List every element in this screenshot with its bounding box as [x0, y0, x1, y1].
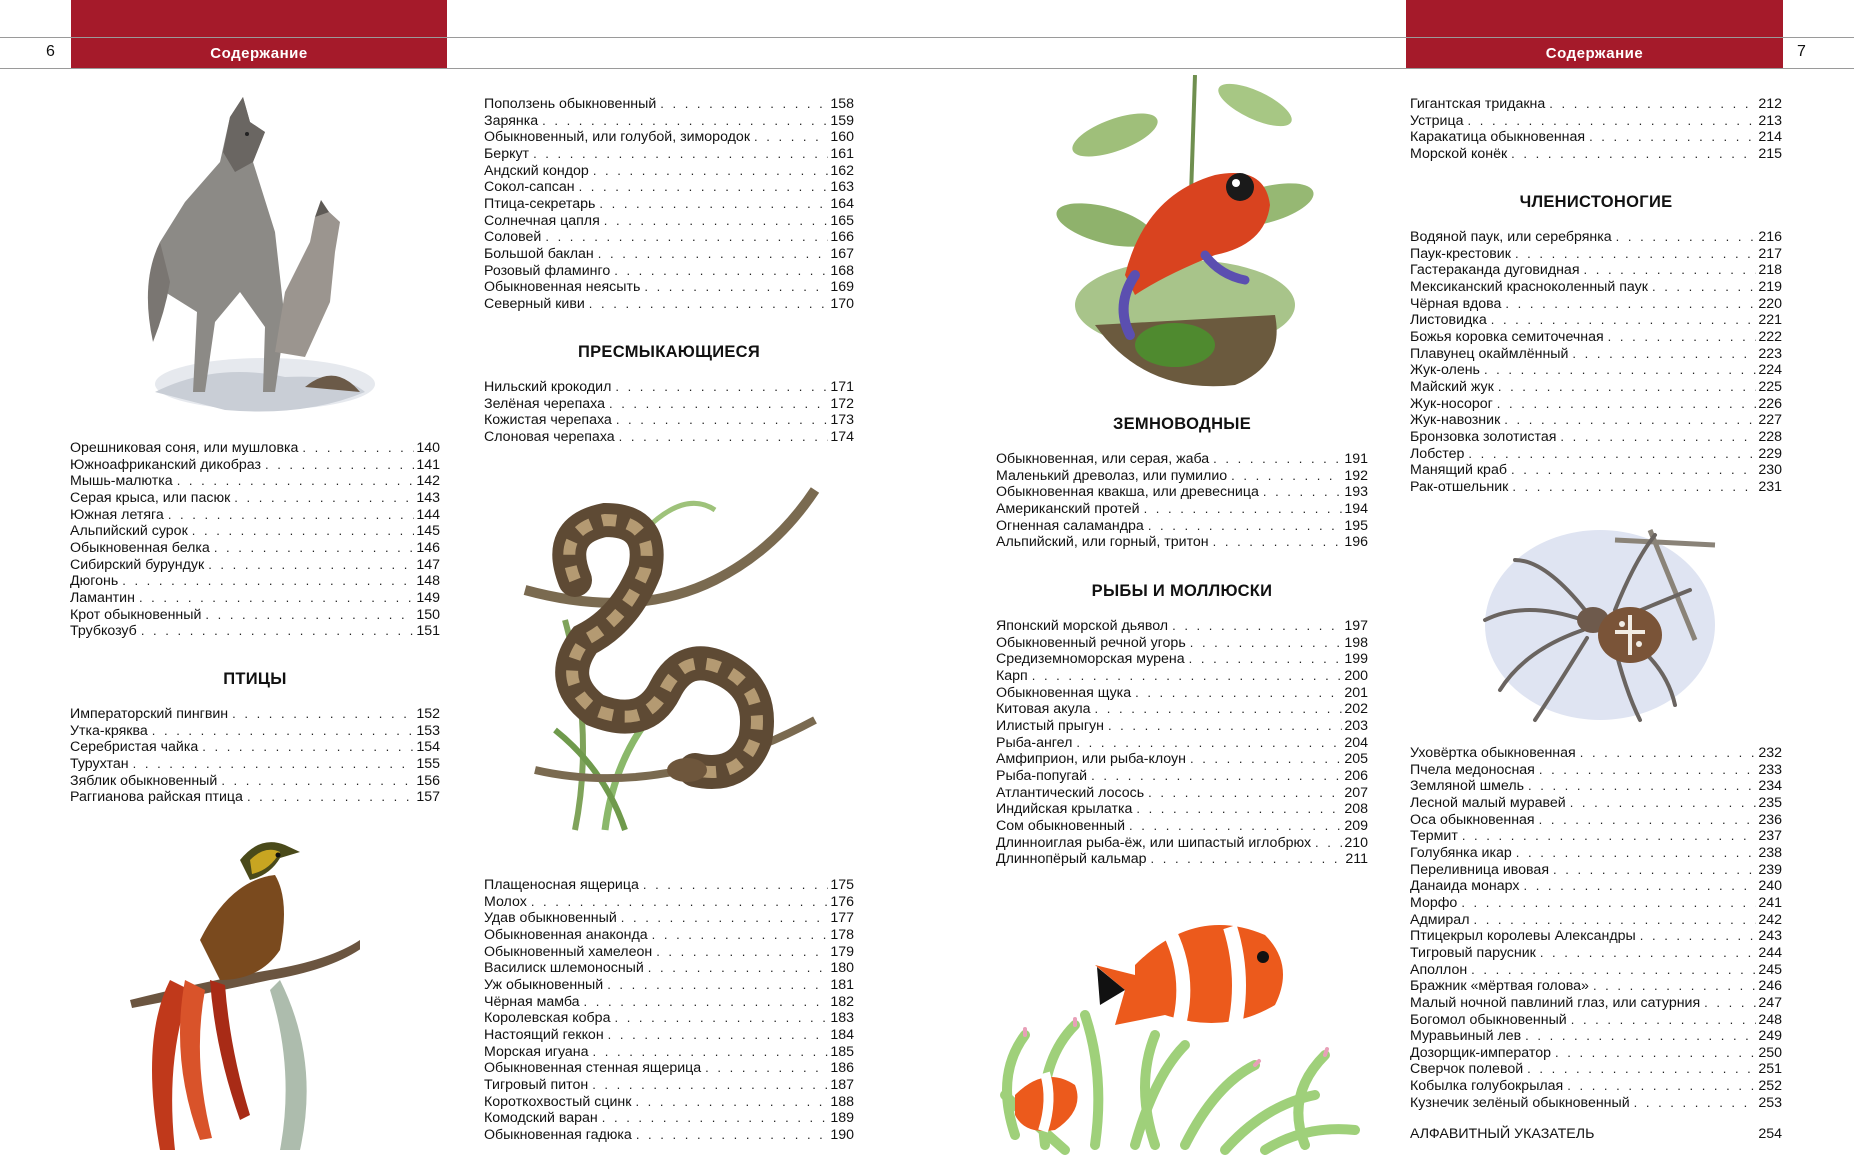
- toc-entry: Бронзовка золотистая . . . 228: [1410, 429, 1782, 446]
- toc-entry: Устрица . . . 213: [1410, 113, 1782, 130]
- toc-entry: Императорский пингвин . . . 152: [70, 706, 440, 723]
- toc-entry: Листовидка . . . 221: [1410, 312, 1782, 329]
- toc-entry: Муравьиный лев . . . 249: [1410, 1028, 1782, 1045]
- toc-entry: Божья коровка семиточечная . . . 222: [1410, 329, 1782, 346]
- toc-entry: Обыкновенная, или серая, жаба . . . 191: [996, 451, 1368, 468]
- toc-entry: Солнечная цапля . . . 165: [484, 213, 854, 230]
- toc-entry: Сокол-сапсан . . . 163: [484, 179, 854, 196]
- toc-entry: Василиск шлемоносный . . . 180: [484, 960, 854, 977]
- header-rule-top: [0, 37, 1854, 38]
- toc-entry: Серебристая чайка . . . 154: [70, 739, 440, 756]
- toc-entry: Беркут . . . 161: [484, 146, 854, 163]
- left-header-tab: [71, 0, 447, 68]
- toc-entry: Маленький древолаз, или пумилио . . . 192: [996, 468, 1368, 485]
- toc-entry: Поползень обыкновенный . . . 158: [484, 96, 854, 113]
- toc-entry: Жук-носорог . . . 226: [1410, 396, 1782, 413]
- toc-entry: Настоящий геккон . . . 184: [484, 1027, 854, 1044]
- toc-entry: Плащеносная ящерица . . . 175: [484, 877, 854, 894]
- toc-entry: Обыкновенный, или голубой, зимородок . . . 160: [484, 129, 854, 146]
- toc-entry: Атлантический лосось . . . 207: [996, 785, 1368, 802]
- toc-entry: Ламантин . . . 149: [70, 590, 440, 607]
- toc-entry: Чёрная мамба . . . 182: [484, 994, 854, 1011]
- toc-entry: Птицекрыл королевы Александры . . . 243: [1410, 928, 1782, 945]
- toc-entry: Обыкновенная стенная ящерица . . . 186: [484, 1060, 854, 1077]
- toc-entry: Мышь-малютка . . . 142: [70, 473, 440, 490]
- toc-entry: Розовый фламинго . . . 168: [484, 263, 854, 280]
- toc-entry: Зарянка . . . 159: [484, 113, 854, 130]
- toc-entry: Голубянка икар . . . 238: [1410, 845, 1782, 862]
- amphibians-list: [996, 451, 1368, 551]
- toc-entry: Королевская кобра . . . 183: [484, 1010, 854, 1027]
- toc-entry: Илистый прыгун . . . 203: [996, 718, 1368, 735]
- toc-entry: Пчела медоносная . . . 233: [1410, 762, 1782, 779]
- toc-entry: Оса обыкновенная . . . 236: [1410, 812, 1782, 829]
- toc-entry: Обыкновенный хамелеон . . . 179: [484, 944, 854, 961]
- boa-illustration: [515, 470, 830, 840]
- toc-entry: Сом обыкновенный . . . 209: [996, 818, 1368, 835]
- bird-of-paradise-illustration: [130, 830, 360, 1160]
- toc-entry: Зяблик обыкновенный . . . 156: [70, 773, 440, 790]
- toc-entry: Утка-кряква . . . 153: [70, 723, 440, 740]
- spider-illustration: [1475, 520, 1725, 730]
- toc-entry: Андский кондор . . . 162: [484, 163, 854, 180]
- toc-entry: Обыкновенная анаконда . . . 178: [484, 927, 854, 944]
- toc-entry: Северный киви . . . 170: [484, 296, 854, 313]
- toc-entry: Лесной малый муравей . . . 235: [1410, 795, 1782, 812]
- toc-entry: Серая крыса, или пасюк . . . 143: [70, 490, 440, 507]
- toc-entry: Уж обыкновенный . . . 181: [484, 977, 854, 994]
- right-page-number: 7: [1797, 43, 1806, 60]
- toc-entry: Уховёртка обыкновенная . . . 232: [1410, 745, 1782, 762]
- arthropods-list-2: [1410, 745, 1782, 1111]
- toc-entry: Кобылка голубокрылая . . . 252: [1410, 1078, 1782, 1095]
- toc-entry: Каракатица обыкновенная . . . 214: [1410, 129, 1782, 146]
- toc-entry: Манящий краб . . . 230: [1410, 462, 1782, 479]
- toc-entry: Морфо . . . 241: [1410, 895, 1782, 912]
- toc-entry: Сибирский бурундук . . . 147: [70, 557, 440, 574]
- toc-entry: Жук-олень . . . 224: [1410, 362, 1782, 379]
- header-rule-bottom: [0, 68, 1854, 69]
- toc-entry: Чёрная вдова . . . 220: [1410, 296, 1782, 313]
- toc-entry: Термит . . . 237: [1410, 828, 1782, 845]
- toc-entry: Крот обыкновенный . . . 150: [70, 607, 440, 624]
- toc-entry: Трубкозуб . . . 151: [70, 623, 440, 640]
- toc-entry: Турухтан . . . 155: [70, 756, 440, 773]
- toc-entry: Кузнечик зелёный обыкновенный . . . 253: [1410, 1095, 1782, 1112]
- molluscs-list: [1410, 96, 1782, 163]
- toc-entry: Тигровый питон . . . 187: [484, 1077, 854, 1094]
- fish-list: [996, 618, 1368, 868]
- poison-frog-illustration: [1055, 75, 1315, 395]
- toc-entry: Японский морской дьявол . . . 197: [996, 618, 1368, 635]
- toc-entry: Орешниковая соня, или мушловка . . . 140: [70, 440, 440, 457]
- toc-entry: Рыба-попугай . . . 206: [996, 768, 1368, 785]
- toc-entry: Дозорщик-император . . . 250: [1410, 1045, 1782, 1062]
- toc-entry: Зелёная черепаха . . . 172: [484, 396, 854, 413]
- index-page: 254: [1758, 1126, 1782, 1142]
- toc-entry: Большой баклан . . . 167: [484, 246, 854, 263]
- toc-entry: Обыкновенная гадюка . . . 190: [484, 1127, 854, 1144]
- alphabetical-index-entry: [1410, 1126, 1782, 1142]
- toc-entry: Комодский варан . . . 189: [484, 1110, 854, 1127]
- toc-entry: Индийская крылатка . . . 208: [996, 801, 1368, 818]
- toc-entry: Огненная саламандра . . . 195: [996, 518, 1368, 535]
- toc-entry: Адмирал . . . 242: [1410, 912, 1782, 929]
- right-header-tab: [1406, 0, 1783, 68]
- toc-entry: Лобстер . . . 229: [1410, 446, 1782, 463]
- toc-entry: Морская игуана . . . 185: [484, 1044, 854, 1061]
- toc-entry: Китовая акула . . . 202: [996, 701, 1368, 718]
- toc-entry: Молох . . . 176: [484, 894, 854, 911]
- toc-entry: Бражник «мёртвая голова» . . . 246: [1410, 978, 1782, 995]
- birds-list-1: [70, 706, 440, 806]
- toc-entry: Южная летяга . . . 144: [70, 507, 440, 524]
- toc-entry: Обыкновенная щука . . . 201: [996, 685, 1368, 702]
- toc-entry: Плавунец окаймлённый . . . 223: [1410, 346, 1782, 363]
- left-header-title: Содержание: [210, 45, 308, 62]
- toc-entry: Морской конёк . . . 215: [1410, 146, 1782, 163]
- wolf-illustration: [135, 92, 375, 422]
- toc-entry: Короткохвостый сцинк . . . 188: [484, 1094, 854, 1111]
- section-title-reptiles: ПРЕСМЫКАЮЩИЕСЯ: [577, 343, 761, 361]
- section-title-arthropods: ЧЛЕНИСТОНОГИЕ: [1519, 193, 1673, 211]
- toc-entry: Гигантская тридакна . . . 212: [1410, 96, 1782, 113]
- toc-entry: Рыба-ангел . . . 204: [996, 735, 1368, 752]
- toc-entry: Жук-навозник . . . 227: [1410, 412, 1782, 429]
- toc-entry: Гастеракандa дуговидная . . . 218: [1410, 262, 1782, 279]
- toc-entry: Амфиприон, или рыба-клоун . . . 205: [996, 751, 1368, 768]
- toc-entry: Удав обыкновенный . . . 177: [484, 910, 854, 927]
- arthropods-list-1: [1410, 229, 1782, 496]
- toc-entry: Южноафриканский дикобраз . . . 141: [70, 457, 440, 474]
- mammals-list: [70, 440, 440, 640]
- toc-entry: Альпийский, или горный, тритон . . . 196: [996, 534, 1368, 551]
- toc-entry: Альпийский сурок . . . 145: [70, 523, 440, 540]
- index-title: АЛФАВИТНЫЙ УКАЗАТЕЛЬ: [1410, 1126, 1595, 1142]
- toc-entry: Тигровый парусник . . . 244: [1410, 945, 1782, 962]
- toc-entry: Данаида монарх . . . 240: [1410, 878, 1782, 895]
- toc-entry: Карп . . . 200: [996, 668, 1368, 685]
- toc-entry: Кожистая черепаха . . . 173: [484, 412, 854, 429]
- section-title-amphibians: ЗЕМНОВОДНЫЕ: [1112, 415, 1252, 433]
- toc-entry: Длинноиглая рыба-ёж, или шипастый иглобрюх . . . 210: [996, 835, 1368, 852]
- toc-entry: Обыкновенная белка . . . 146: [70, 540, 440, 557]
- toc-entry: Слоновая черепаха . . . 174: [484, 429, 854, 446]
- toc-entry: Паук-крестовик . . . 217: [1410, 246, 1782, 263]
- toc-entry: Нильский крокодил . . . 171: [484, 379, 854, 396]
- toc-entry: Обыкновенная неясыть . . . 169: [484, 279, 854, 296]
- toc-entry: Переливница ивовая . . . 239: [1410, 862, 1782, 879]
- toc-entry: Птица-секретарь . . . 164: [484, 196, 854, 213]
- toc-entry: Средиземноморская мурена . . . 199: [996, 651, 1368, 668]
- toc-entry: Дюгонь . . . 148: [70, 573, 440, 590]
- section-title-birds: ПТИЦЫ: [223, 670, 287, 688]
- toc-entry: Малый ночной павлиний глаз, или сатурния . . . 247: [1410, 995, 1782, 1012]
- toc-entry: Соловей . . . 166: [484, 229, 854, 246]
- toc-entry: Раггианова райская птица . . . 157: [70, 789, 440, 806]
- toc-entry: Длиннопёрый кальмар . . . 211: [996, 851, 1368, 868]
- toc-entry: Рак-отшельник . . . 231: [1410, 479, 1782, 496]
- left-page-number: 6: [46, 43, 55, 60]
- toc-entry: Майский жук . . . 225: [1410, 379, 1782, 396]
- reptiles-list-2: [484, 877, 854, 1144]
- reptiles-list-1: [484, 379, 854, 446]
- toc-entry: Сверчок полевой . . . 251: [1410, 1061, 1782, 1078]
- toc-entry: Мексиканский красноколенный паук . . . 219: [1410, 279, 1782, 296]
- right-header-title: Содержание: [1545, 45, 1644, 62]
- toc-entry: Обыкновенный речной угорь . . . 198: [996, 635, 1368, 652]
- section-title-fish: РЫБЫ И МОЛЛЮСКИ: [1091, 582, 1273, 600]
- clownfish-illustration: [985, 895, 1375, 1155]
- toc-entry: Американский протей . . . 194: [996, 501, 1368, 518]
- toc-entry: Аполлон . . . 245: [1410, 962, 1782, 979]
- toc-entry: Обыкновенная квакша, или древесница . . . 193: [996, 484, 1368, 501]
- toc-entry: Богомол обыкновенный . . . 248: [1410, 1012, 1782, 1029]
- toc-entry: Водяной паук, или серебрянка . . . 216: [1410, 229, 1782, 246]
- birds-list-2: [484, 96, 854, 313]
- toc-entry: Земляной шмель . . . 234: [1410, 778, 1782, 795]
